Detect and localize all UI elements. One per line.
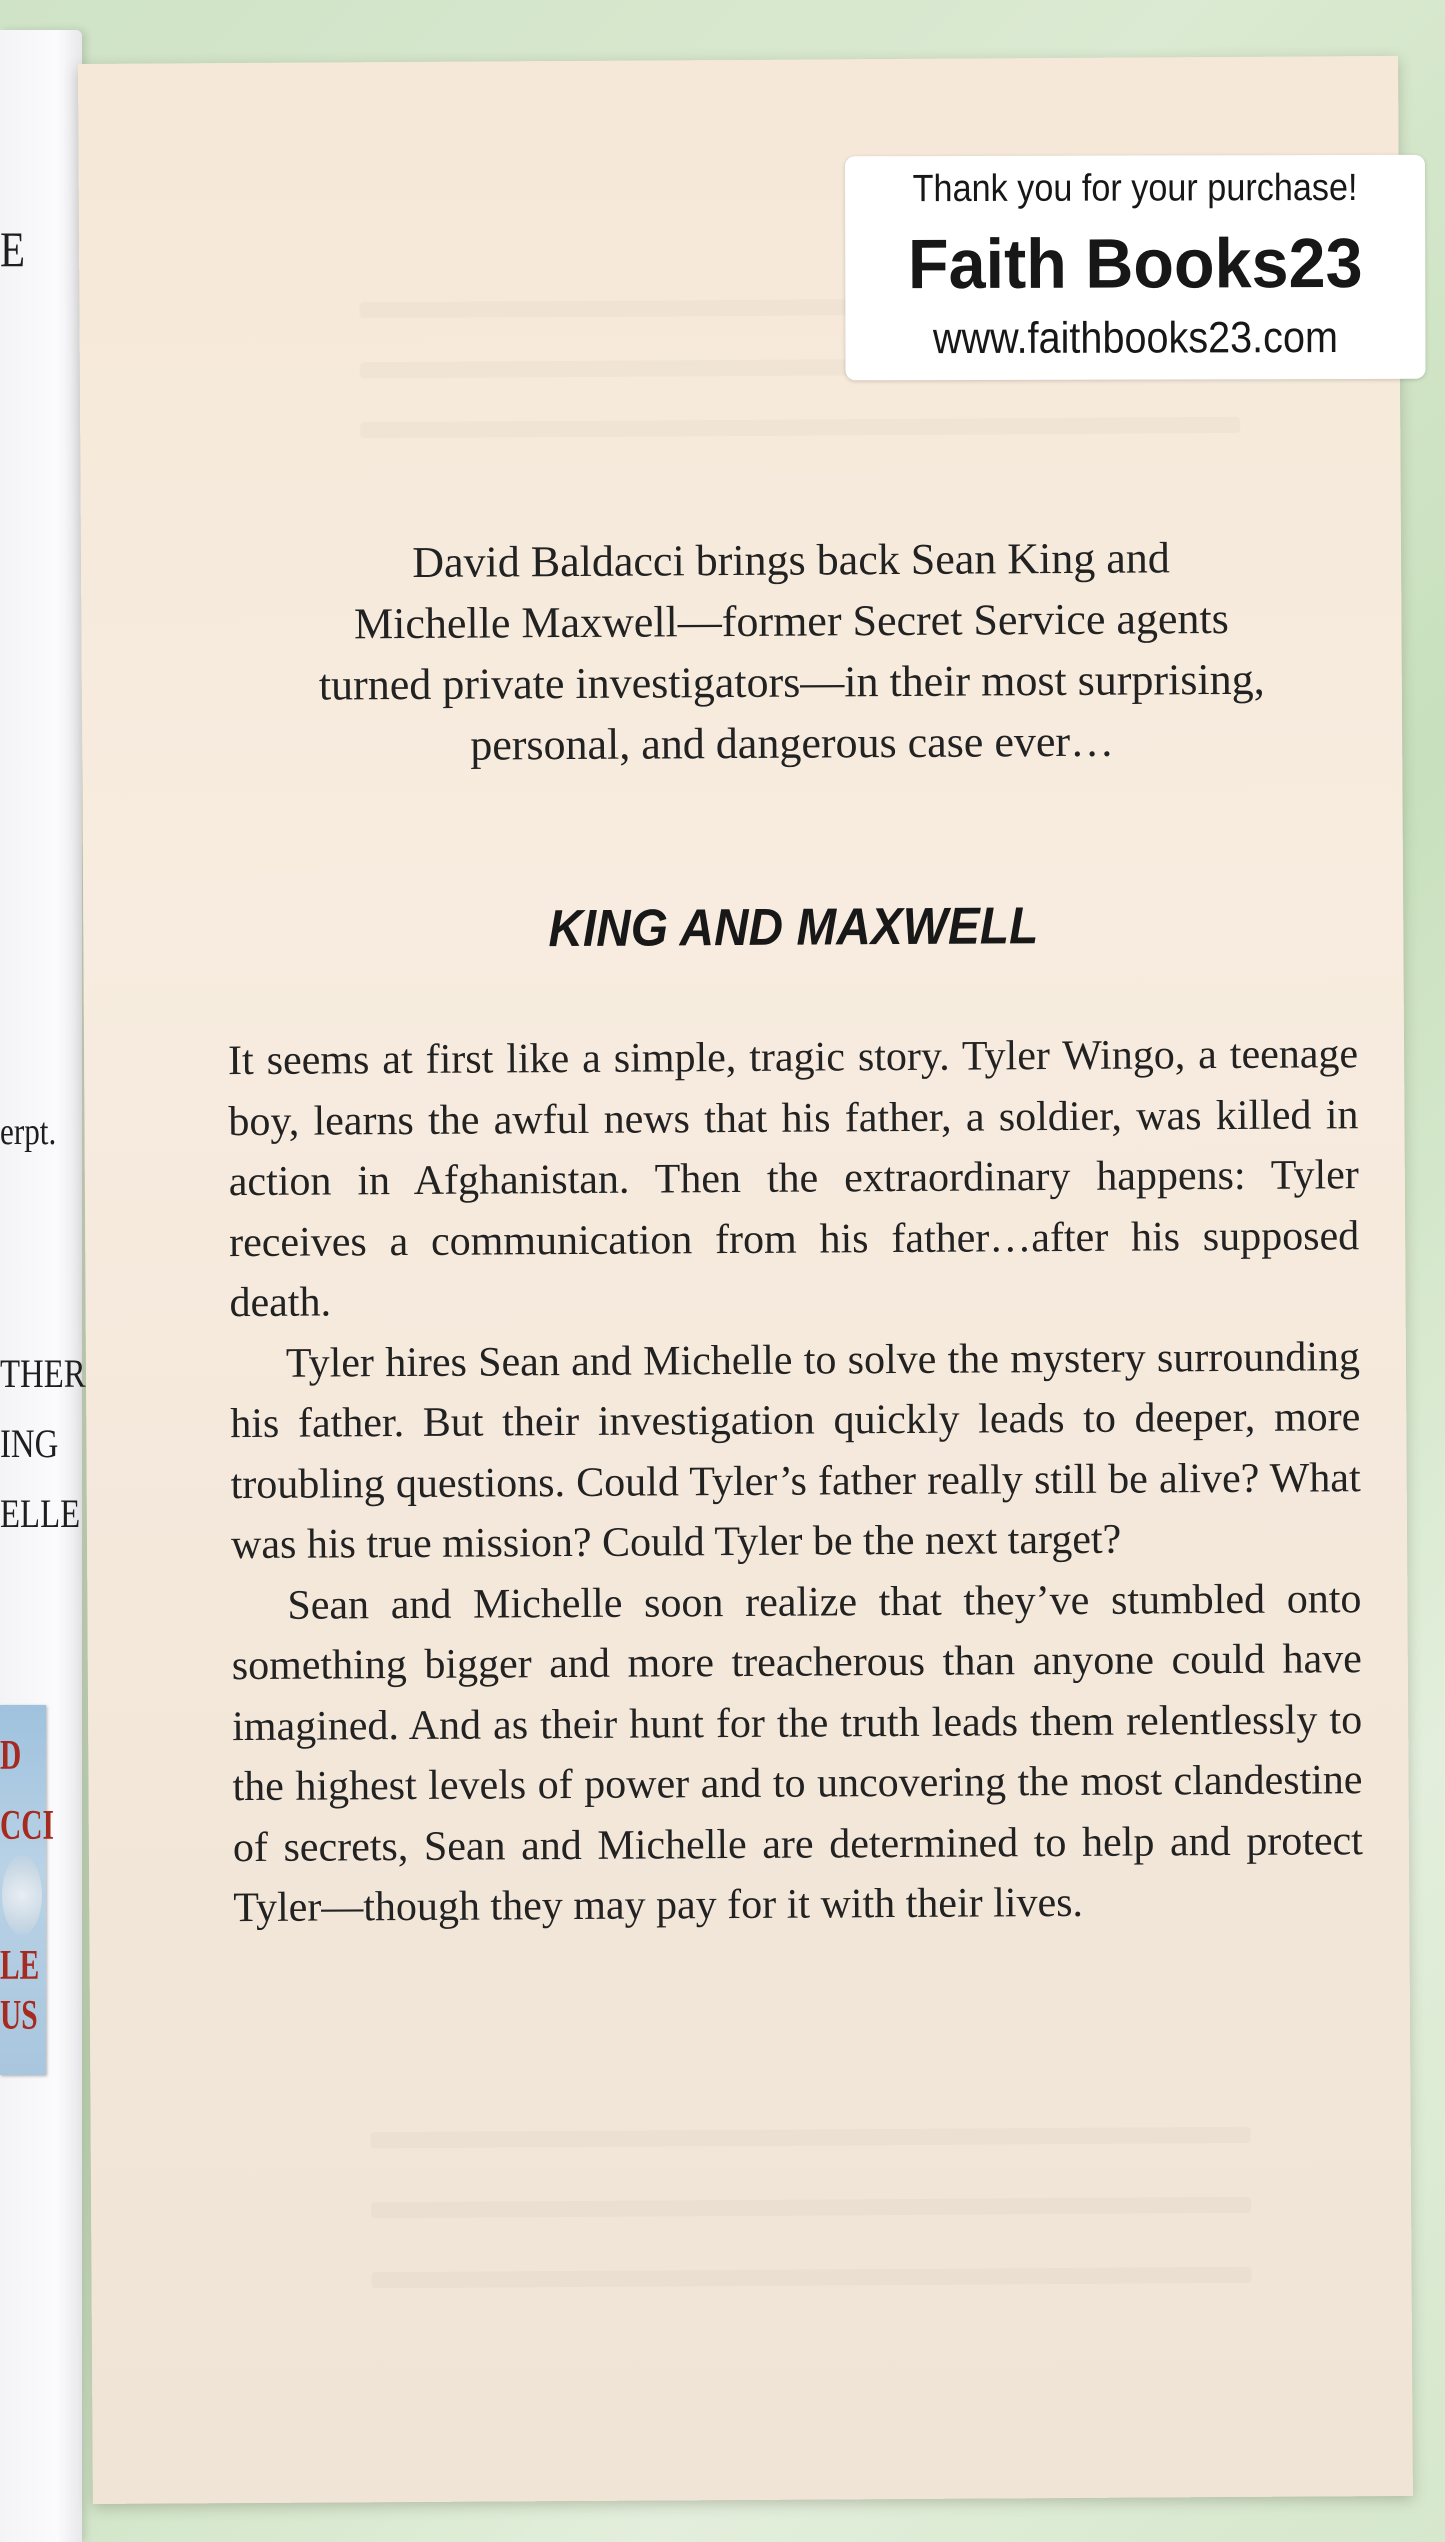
synopsis-paragraph: It seems at first like a simple, tragic story. Tyler Wingo, a teenage boy, learns the awful news that his father, a soldier, was killed in action in Afghanistan. Then the extraordinary happens: Tyler receives a communication from his father…after his supposed death. (227, 1031, 1360, 1327)
book-page (78, 56, 1413, 2504)
book-title-heading: KING AND MAXWELL (548, 897, 1039, 959)
left-page-fragment: E (0, 221, 26, 277)
bleed-through-mark (360, 417, 1240, 438)
synopsis-body (228, 1024, 1364, 1938)
mini-cover-text: LE (0, 1943, 40, 1989)
intro-line: turned private investigators—in their most surprising, (318, 654, 1265, 710)
mini-cover-text: US (0, 1993, 38, 2039)
synopsis-paragraph: Sean and Michelle soon realize that they’ve stumbled onto something bigger and more treacherous than anyone could have imagined. And as their hunt for the truth leads them relentlessly to the highest levels of power and to uncovering the most clandestine of secrets, Sean and Michelle are determined to help and protect Tyler—though they may pay for it with their lives. (231, 1575, 1364, 1932)
synopsis-paragraph: Tyler hires Sean and Michelle to solve the mystery surrounding his father. But their investigation quickly leads to deeper, more troubling questions. Could Tyler’s father really still be alive? What was his true mission? Could Tyler be the next target? (230, 1333, 1361, 1569)
bleed-through-mark (371, 2197, 1251, 2218)
bleed-through-mark (371, 2127, 1251, 2148)
sticker-thanks-text: Thank you for your purchase! (912, 166, 1358, 211)
mini-cover-text: CCI (0, 1803, 54, 1849)
seller-sticker (845, 155, 1426, 381)
intro-line: Michelle Maxwell—former Secret Service agents (353, 593, 1229, 649)
left-facing-page (0, 30, 86, 2542)
left-page-fragment: ING (0, 1421, 59, 1466)
left-page-fragment: erpt. (0, 1111, 57, 1153)
mini-cover-text: D (0, 1733, 22, 1779)
mini-book-cover (0, 1705, 54, 2075)
intro-line: David Baldacci brings back Sean King and (412, 533, 1170, 587)
sticker-website: www.faithbooks23.com (932, 313, 1339, 364)
bleed-through-mark (371, 2267, 1251, 2288)
mini-cover-art (2, 1855, 42, 1935)
left-page-fragment: ELLE (0, 1491, 81, 1536)
left-page-fragment: THER (0, 1351, 86, 1396)
sticker-store-name: Faith Books23 (907, 223, 1363, 304)
intro-blurb (231, 526, 1352, 777)
intro-line: personal, and dangerous case ever… (470, 716, 1115, 770)
